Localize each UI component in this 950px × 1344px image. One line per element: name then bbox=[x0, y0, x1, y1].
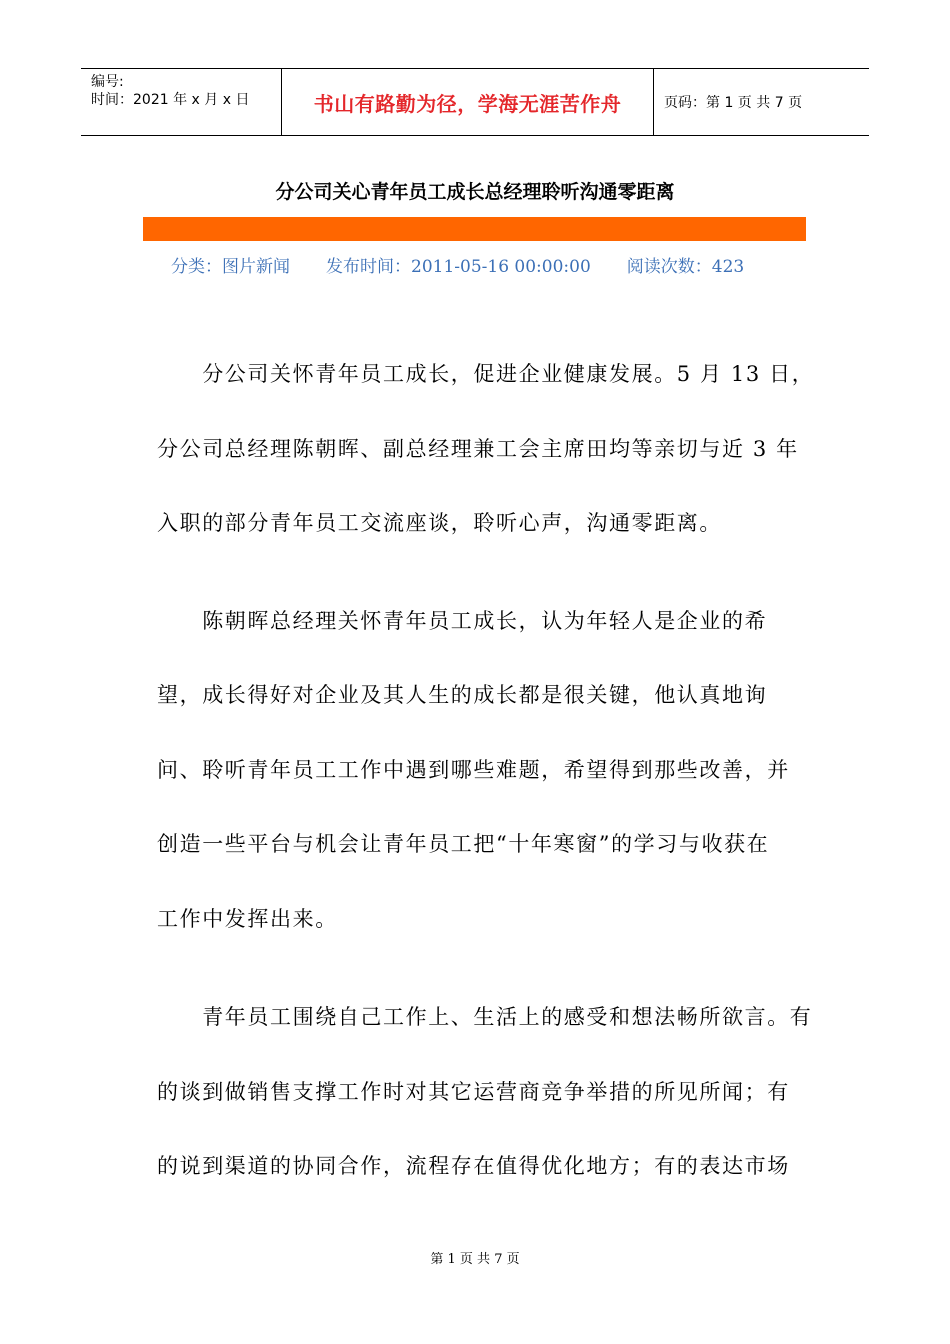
header-meta-cell bbox=[81, 69, 282, 135]
body-line: 工作中发挥出来。 bbox=[157, 907, 338, 931]
body-line: 分公司总经理陈朝晖、副总经理兼工会主席田均等亲切与近 3 年 bbox=[157, 437, 799, 461]
page-footer: 第 1 页 共 7 页 bbox=[430, 1252, 520, 1267]
body-line: 的谈到做销售支撑工作时对其它运营商竞争举措的所见所闻；有 bbox=[157, 1080, 790, 1104]
body-line: 望，成长得好对企业及其人生的成长都是很关键，他认真地询 bbox=[157, 683, 768, 707]
title-divider-bar bbox=[143, 217, 806, 241]
header-motto-cell bbox=[282, 69, 654, 135]
body-line: 分公司关怀青年员工成长，促进企业健康发展。5 月 13 日， bbox=[157, 362, 815, 386]
body-line: 的说到渠道的协同合作，流程存在值得优化地方；有的表达市场 bbox=[157, 1154, 790, 1178]
motto-text: 书山有路勤为径，学海无涯苦作舟 bbox=[313, 91, 622, 116]
header-page-cell bbox=[654, 69, 869, 135]
time-label: 时间：2021 年 x 月 x 日 bbox=[91, 92, 250, 108]
page-info: 页码：第 1 页 共 7 页 bbox=[664, 95, 803, 111]
document-header bbox=[81, 68, 869, 136]
body-line: 创造一些平台与机会让青年员工把“十年寒窗”的学习与收获在 bbox=[157, 832, 770, 856]
article-read-count: 阅读次数：423 bbox=[626, 257, 745, 277]
article-publish-time: 发布时间：2011-05-16 00:00:00 bbox=[326, 257, 591, 277]
body-line: 陈朝晖总经理关怀青年员工成长，认为年轻人是企业的希 bbox=[157, 609, 768, 633]
article-category: 分类：图片新闻 bbox=[171, 257, 290, 277]
article-meta bbox=[171, 252, 780, 277]
body-line: 青年员工围绕自己工作上、生活上的感受和想法畅所欲言。有 bbox=[157, 1005, 813, 1029]
article-title: 分公司关心青年员工成长总经理聆听沟通零距离 bbox=[275, 181, 675, 203]
body-line: 入职的部分青年员工交流座谈，聆听心声，沟通零距离。 bbox=[157, 511, 722, 535]
number-label: 编号: bbox=[91, 74, 124, 90]
body-line: 问、聆听青年员工工作中遇到哪些难题，希望得到那些改善，并 bbox=[157, 758, 790, 782]
